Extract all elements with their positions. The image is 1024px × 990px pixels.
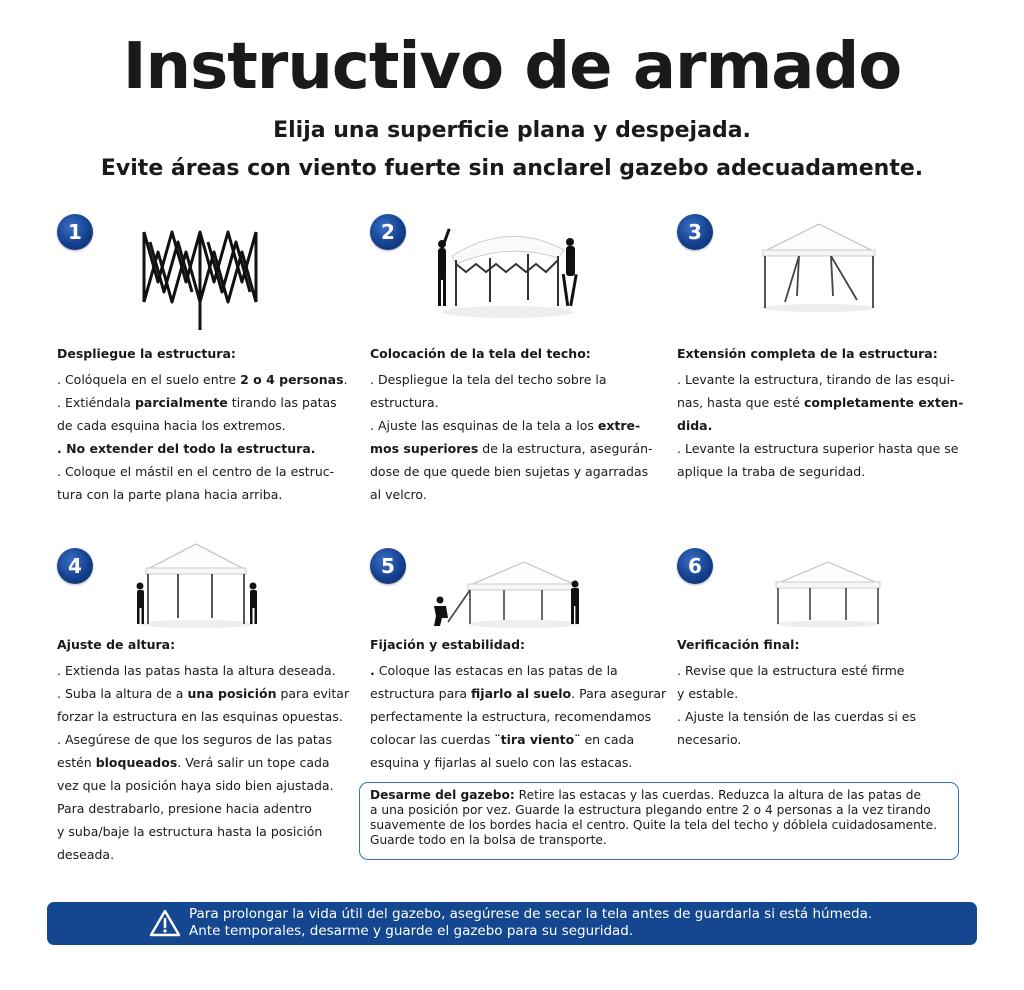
- text-line: al velcro.: [370, 487, 427, 502]
- step-2-text: [370, 346, 670, 506]
- text-line: y estable.: [677, 686, 739, 701]
- step-6-body: [677, 659, 977, 751]
- disassembly-label: Desarme del gazebo:: [370, 788, 515, 802]
- text-line: . Asegúrese de que los seguros de las patas: [57, 732, 332, 747]
- text-line: . Ajuste las esquinas de la tela a los extre-: [370, 418, 641, 433]
- text-line: Para destrabarlo, presione hacia adentro: [57, 801, 312, 816]
- bold-text: completamente exten-: [803, 395, 964, 410]
- step-3-heading: Extensión completa de la estructura:: [677, 346, 938, 361]
- step-5-text: [370, 637, 670, 774]
- text-line: mos superiores de la estructura, asegurán-: [370, 441, 653, 456]
- text-line: dose de que quede bien sujetas y agarradas: [370, 464, 649, 479]
- height-adjust-illustration: [132, 540, 262, 630]
- staking-illustration: [428, 556, 588, 630]
- step-1-badge: 1: [57, 214, 93, 250]
- step-3-text: [677, 346, 977, 483]
- text-line: . Coloque las estacas en las patas de la: [370, 663, 618, 678]
- text-line: forzar la estructura en las esquinas opuestas.: [57, 709, 343, 724]
- bold-text: parcialmente: [134, 395, 228, 410]
- bold-text: una posición: [187, 686, 277, 701]
- step-6-heading: Verificación final:: [677, 637, 800, 652]
- bold-text: fijarlo al suelo: [471, 686, 572, 701]
- text-line: . Colóquela en el suelo entre 2 o 4 personas.: [57, 372, 348, 387]
- step-6-badge: 6: [677, 548, 713, 584]
- step-4-text: [57, 637, 357, 866]
- bold-text: . No extender del todo la estructura.: [57, 441, 316, 456]
- text-line: . Despliegue la tela del techo sobre la: [370, 372, 607, 387]
- step-4-body: [57, 659, 357, 866]
- text-line: y suba/baje la estructura hasta la posición: [57, 824, 323, 839]
- step-4-badge: 4: [57, 548, 93, 584]
- step-2-badge: 2: [370, 214, 406, 250]
- text-line: de cada esquina hacia los extremos.: [57, 418, 286, 433]
- text-line: vez que la posición haya sido bien ajustada.: [57, 778, 334, 793]
- disassembly-note: [359, 782, 959, 860]
- step-2-heading: Colocación de la tela del techo:: [370, 346, 591, 361]
- text-line: . Ajuste la tensión de las cuerdas si es: [677, 709, 916, 724]
- bold-text: mos superiores: [370, 441, 479, 456]
- disassembly-line-1: Desarme del gazebo: Retire las estacas y las cuerdas. Reduzca la altura de las patas de: [370, 788, 921, 802]
- warning-line-1: Para prolongar la vida útil del gazebo, asegúrese de secar la tela antes de guardarla si está húmeda.: [189, 906, 873, 922]
- text-line: [57, 437, 357, 460]
- text-line: necesario.: [677, 732, 742, 747]
- text-line: . Suba la altura de a una posición para evitar: [57, 686, 350, 701]
- people-placing-canopy-illustration: [430, 220, 586, 320]
- step-3-badge: 3: [677, 214, 713, 250]
- step-4-heading: Ajuste de altura:: [57, 637, 176, 652]
- text-line: deseada.: [57, 847, 115, 862]
- disassembly-line-4: Guarde todo en la bolsa de transporte.: [370, 833, 607, 847]
- step-1-text: [57, 346, 357, 506]
- text-line: . Coloque el mástil en el centro de la estruc-: [57, 464, 335, 479]
- page-title: Instructivo de armado: [122, 30, 902, 104]
- text-line: estén bloqueados. Verá salir un tope cada: [57, 755, 330, 770]
- warning-banner: [47, 902, 977, 945]
- bold-text: ¨tira viento¨: [494, 732, 581, 747]
- bold-text: bloqueados: [95, 755, 178, 770]
- step-1-heading: Despliegue la estructura:: [57, 346, 236, 361]
- text-line: . Levante la estructura superior hasta que se: [677, 441, 959, 456]
- subtitle-surface: Elija una superficie plana y despejada.: [273, 118, 751, 143]
- text-line: perfectamente la estructura, recomendamos: [370, 709, 652, 724]
- step-1-body: [57, 368, 357, 506]
- disassembly-line-3: suavemente de los bordes hacia el centro. Quite la tela del techo y dóblela cuidadosamente.: [370, 818, 937, 832]
- text-line: . Levante la estructura, tirando de las esqui-: [677, 372, 955, 387]
- bold-text: extre-: [597, 418, 641, 433]
- text-line: estructura.: [370, 395, 439, 410]
- text-line: . Extiéndala parcialmente tirando las patas: [57, 395, 337, 410]
- text-line: aplique la traba de seguridad.: [677, 464, 866, 479]
- text-line: esquina y fijarlas al suelo con las estacas.: [370, 755, 633, 770]
- finished-gazebo-illustration: [772, 558, 884, 628]
- warning-line-2: Ante temporales, desarme y guarde el gazebo para su seguridad.: [189, 923, 634, 939]
- bold-text: dida.: [677, 418, 713, 433]
- bold-text: .: [370, 663, 375, 678]
- step-3-body: [677, 368, 977, 483]
- text-line: nas, hasta que esté completamente exten-: [677, 395, 964, 410]
- folded-frame-illustration: [138, 222, 262, 334]
- text-line: colocar las cuerdas ¨tira viento¨ en cada: [370, 732, 635, 747]
- text-line: estructura para fijarlo al suelo. Para asegurar: [370, 686, 667, 701]
- disassembly-line-2: a una posición por vez. Guarde la estructura plegando entre 2 o 4 personas a la vez tirando: [370, 803, 931, 817]
- warning-icon: [148, 908, 182, 938]
- step-2-body: [370, 368, 670, 506]
- text-line: . Revise que la estructura esté firme: [677, 663, 905, 678]
- step-5-heading: Fijación y estabilidad:: [370, 637, 526, 652]
- subtitle-wind: Evite áreas con viento fuerte sin anclarel gazebo adecuadamente.: [100, 156, 924, 181]
- step-6-text: [677, 637, 977, 751]
- text-line: tura con la parte plana hacia arriba.: [57, 487, 283, 502]
- text-line: . Extienda las patas hasta la altura deseada.: [57, 663, 336, 678]
- expanded-canopy-illustration: [757, 220, 881, 312]
- bold-text: 2 o 4 personas: [240, 372, 344, 387]
- step-5-body: [370, 659, 670, 774]
- text-line: [677, 414, 977, 437]
- step-5-badge: 5: [370, 548, 406, 584]
